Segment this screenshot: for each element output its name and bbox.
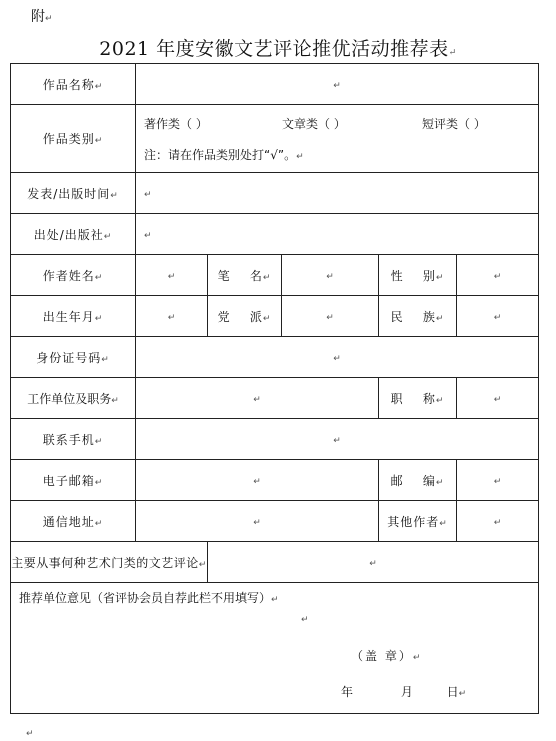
row-publish-time: [11, 173, 539, 214]
address-field[interactable]: ↵: [136, 501, 379, 542]
recommendation-return-mark: ↵: [301, 615, 309, 625]
row-art-field: [11, 542, 539, 583]
other-authors-field[interactable]: ↵: [457, 501, 539, 542]
gender-field[interactable]: ↵: [457, 255, 539, 296]
seal-label: （盖 章）↵: [351, 649, 423, 663]
art-field-label: 主要从事何种艺术门类的文艺评论↵: [11, 542, 208, 583]
row-email: [11, 460, 539, 501]
form-title: 2021 年度安徽文艺评论推优活动推荐表↵: [99, 38, 457, 60]
row-id: [11, 337, 539, 378]
category-field[interactable]: [136, 105, 539, 173]
trailing-return-mark: ↵: [26, 729, 34, 739]
other-authors-label: 其他作者↵: [379, 501, 457, 542]
work-unit-field[interactable]: ↵: [136, 378, 379, 419]
author-name-field[interactable]: ↵: [136, 255, 208, 296]
date-day: 日: [446, 685, 459, 699]
recommendation-form-table: [10, 63, 539, 714]
source-label: 出处/出版社↵: [11, 214, 136, 255]
category-option-short-review[interactable]: 短评类（ ）: [422, 116, 486, 131]
email-field[interactable]: ↵: [136, 460, 379, 501]
category-label: 作品类别↵: [11, 105, 136, 173]
id-label: 身份证号码↵: [11, 337, 136, 378]
address-label: 通信地址↵: [11, 501, 136, 542]
date-year: 年: [341, 685, 354, 699]
row-author: [11, 255, 539, 296]
pen-name-label: 笔 名↵: [208, 255, 282, 296]
ethnicity-field[interactable]: ↵: [457, 296, 539, 337]
recommendation-field[interactable]: [11, 583, 539, 714]
row-address: [11, 501, 539, 542]
birth-label: 出生年月↵: [11, 296, 136, 337]
signature-date: 年 月 日↵: [341, 685, 467, 699]
row-recommendation: [11, 583, 539, 714]
phone-label: 联系手机↵: [11, 419, 136, 460]
postcode-label: 邮 编↵: [379, 460, 457, 501]
category-option-book[interactable]: 著作类（ ）: [144, 116, 208, 131]
work-name-field[interactable]: ↵: [136, 64, 539, 105]
row-source: [11, 214, 539, 255]
art-field-field[interactable]: ↵: [208, 542, 539, 583]
phone-field[interactable]: ↵: [136, 419, 539, 460]
id-field[interactable]: ↵: [136, 337, 539, 378]
attachment-label: 附↵: [31, 9, 53, 25]
publish-time-field[interactable]: ↵: [136, 173, 539, 214]
publish-time-label: 发表/出版时间↵: [11, 173, 136, 214]
category-note: 注：请在作品类别处打“√”。↵: [144, 147, 304, 162]
party-label: 党 派↵: [208, 296, 282, 337]
category-option-article[interactable]: 文章类（ ）: [282, 116, 346, 131]
row-birth: [11, 296, 539, 337]
row-category: [11, 105, 539, 173]
ethnicity-label: 民 族↵: [379, 296, 457, 337]
row-work-name: [11, 64, 539, 105]
date-month: 月: [400, 685, 413, 699]
row-phone: [11, 419, 539, 460]
gender-label: 性 别↵: [379, 255, 457, 296]
source-field[interactable]: ↵: [136, 214, 539, 255]
work-unit-label: 工作单位及职务↵: [11, 378, 136, 419]
professional-title-field[interactable]: ↵: [457, 378, 539, 419]
party-field[interactable]: ↵: [282, 296, 379, 337]
work-name-label: 作品名称↵: [11, 64, 136, 105]
email-label: 电子邮箱↵: [11, 460, 136, 501]
birth-field[interactable]: ↵: [136, 296, 208, 337]
author-name-label: 作者姓名↵: [11, 255, 136, 296]
row-work-unit: [11, 378, 539, 419]
professional-title-label: 职 称↵: [379, 378, 457, 419]
postcode-field[interactable]: ↵: [457, 460, 539, 501]
pen-name-field[interactable]: ↵: [282, 255, 379, 296]
recommendation-label: 推荐单位意见（省评协会员自荐此栏不用填写）↵: [19, 591, 279, 605]
